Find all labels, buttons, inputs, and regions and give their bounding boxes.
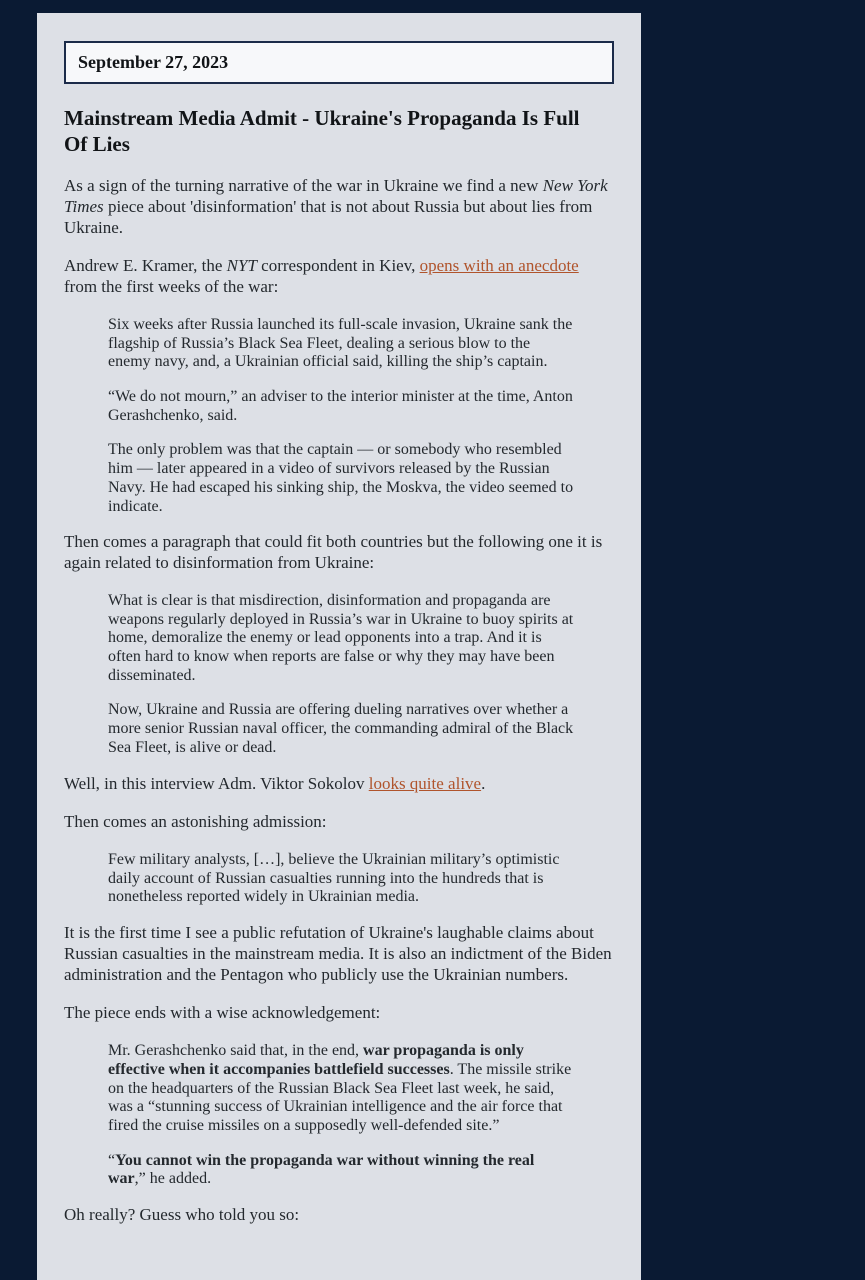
text-span: The only problem was that the captain — or somebody who resembled him — later appeared in a video of survivors released by the Russian Navy. He had escaped his sinking ship, the Moskva, the video seemed to indicate.: [108, 441, 574, 515]
text-span: As a sign of the turning narrative of the war in Ukraine we find a new: [64, 176, 543, 196]
blockquote-paragraph: [108, 441, 574, 516]
text-span: Six weeks after Russia launched its full-scale invasion, Ukraine sank the flagship of Russia’s Black Sea Fleet, dealing a serious blow to the enemy navy, and, a Ukrainian official said, killing the ship’s captain.: [108, 315, 573, 371]
text-span: “We do not mourn,” an adviser to the interior minister at the time, Anton Gerashchenko, said.: [108, 388, 573, 424]
body-paragraph: [64, 256, 614, 297]
text-span: Now, Ukraine and Russia are offering dueling narratives over whether a more senior Russian naval officer, the commanding admiral of the Black Sea Fleet, is alive or dead.: [108, 701, 574, 756]
blockquote-paragraph: [108, 592, 574, 686]
body-paragraph: [64, 532, 614, 573]
italic-text: NYT: [226, 256, 257, 276]
blockquote-paragraph: [108, 316, 574, 372]
body-paragraph: [64, 923, 614, 985]
blockquote-paragraph: [108, 1042, 574, 1136]
inline-link[interactable]: looks quite alive: [368, 773, 482, 793]
text-span: Andrew E. Kramer, the: [64, 256, 227, 276]
text-span: What is clear is that misdirection, disinformation and propaganda are weapons regularly deployed in Russia’s war in Ukraine to buoy spirits at home, demoralize the enemy or lead opponents into a trap. And it is often hard to know when reports are false or why they may have been disseminated.: [108, 591, 574, 684]
article-content-column: [37, 13, 641, 1280]
post-date-box: [64, 41, 614, 84]
post-title: Mainstream Media Admit - Ukraine's Propaganda Is Full Of Lies: [64, 106, 580, 156]
text-span: Then comes an astonishing admission:: [64, 812, 327, 832]
post-body: [64, 176, 614, 1226]
text-span: piece about 'disinformation' that is not about Russia but about lies from Ukraine.: [64, 196, 593, 237]
blockquote-paragraph: [108, 851, 574, 907]
text-span: “: [108, 1151, 116, 1169]
text-span: The piece ends with a wise acknowledgement:: [64, 1003, 381, 1023]
text-span: Then comes a paragraph that could fit both countries but the following one it is again related to disinformation from Ukraine:: [64, 532, 603, 573]
body-paragraph: [64, 812, 614, 833]
text-span: Mr. Gerashchenko said that, in the end,: [108, 1042, 364, 1060]
body-paragraph: [64, 176, 614, 238]
text-span: Well, in this interview Adm. Viktor Sokolov: [64, 773, 369, 793]
text-span: Few military analysts, […], believe the Ukrainian military’s optimistic daily account of Russian casualties running into the hundreds that is nonetheless reported widely in Ukrainian media.: [108, 851, 560, 906]
text-span: correspondent in Kiev,: [256, 256, 420, 276]
inline-link[interactable]: opens with an anecdote: [419, 256, 579, 276]
text-span: . The missile strike on the headquarters of the Russian Black Sea Fleet last week, he said, was a “stunning success of Ukrainian intelligence and the air force that fired the cruise missiles on a supposedly well-defended site.”: [108, 1060, 572, 1135]
italic-text: New York Times: [64, 176, 608, 216]
body-paragraph: [64, 774, 614, 795]
text-span: ,” he added.: [134, 1170, 212, 1188]
text-span: Oh really? Guess who told you so:: [64, 1205, 300, 1225]
text-span: It is the first time I see a public refutation of Ukraine's laughable claims about Russian casualties in the mainstream media. It is also an indictment of the Biden administration and the Pentagon who publicly use the Ukrainian numbers.: [64, 923, 612, 984]
text-span: .: [481, 773, 486, 793]
blockquote-paragraph: [108, 1152, 574, 1189]
blockquote-paragraph: [108, 701, 574, 757]
bold-text: You cannot win the propaganda war without winning the real war: [108, 1151, 535, 1188]
body-paragraph: [64, 1003, 614, 1024]
body-paragraph: [64, 1205, 614, 1226]
blockquote-paragraph: [108, 388, 574, 425]
post-date: September 27, 2023: [78, 52, 229, 72]
text-span: from the first weeks of the war:: [64, 277, 279, 297]
bold-text: war propaganda is only effective when it accompanies battlefield successes: [108, 1042, 524, 1078]
